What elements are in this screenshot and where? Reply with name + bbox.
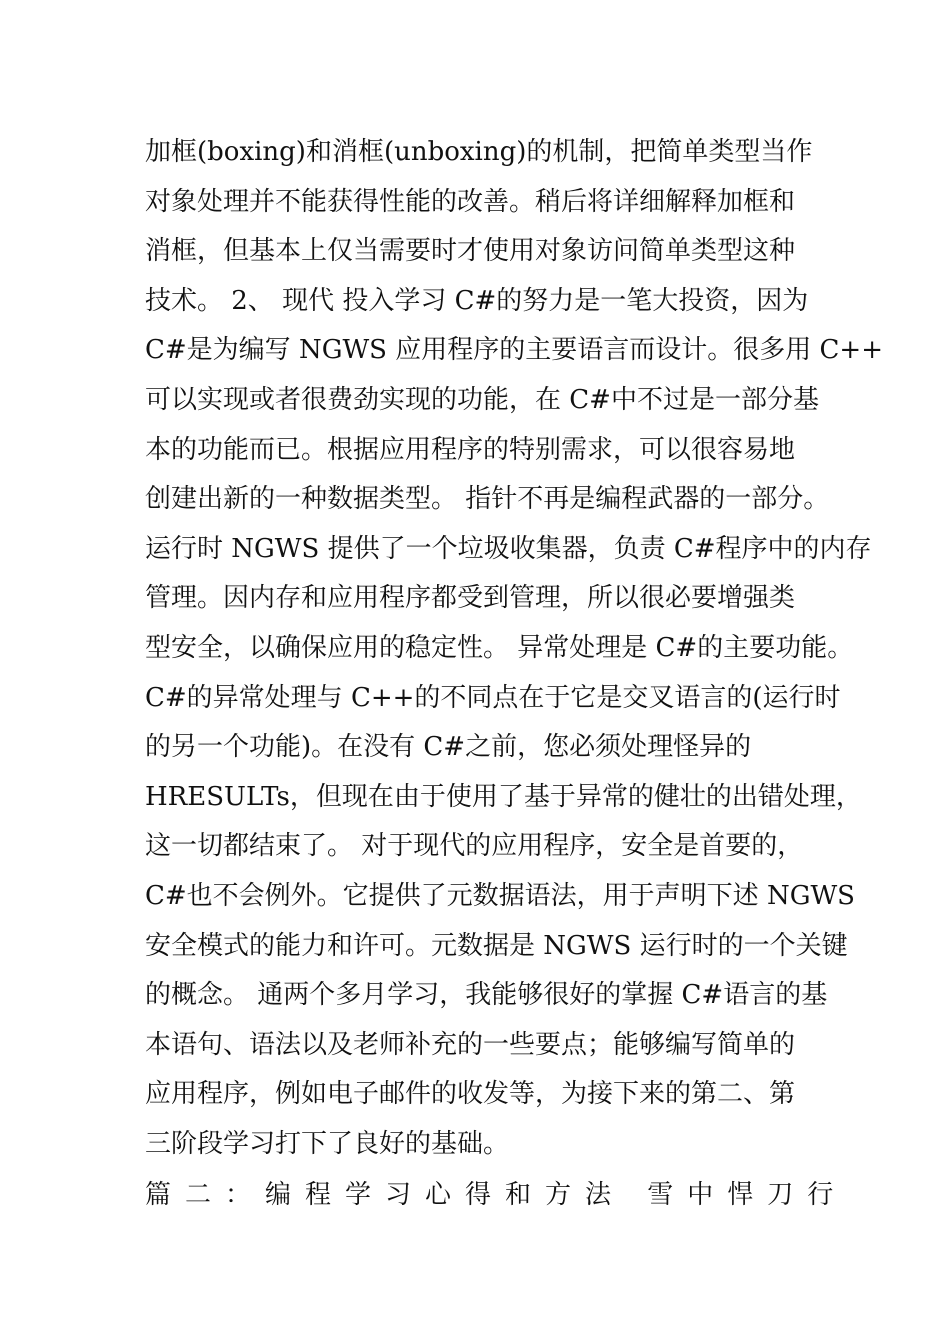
text-line: C#是为编写 NGWS 应用程序的主要语言而设计。很多用 C++ bbox=[145, 335, 883, 366]
text-line: 这一切都结束了。 对于现代的应用程序，安全是首要的， bbox=[145, 831, 804, 862]
text-line: 加框(boxing)和消框(unboxing)的机制，把简单类型当作 bbox=[145, 137, 813, 167]
text-line: 的概念。 通两个多月学习，我能够很好的掌握 C#语言的基 bbox=[145, 980, 828, 1011]
text-line: 对象处理并不能获得性能的改善。稍后将详细解释加框和 bbox=[145, 186, 796, 217]
text-line: 运行时 NGWS 提供了一个垃圾收集器，负责 C#程序中的内存 bbox=[145, 533, 872, 564]
text-line: 应用程序，例如电子邮件的收发等，为接下来的第二、第 bbox=[145, 1079, 796, 1110]
text-line: 三阶段学习打下了良好的基础。 bbox=[145, 1128, 510, 1159]
section-heading: 篇二：编程学习心得和方法 雪中悍刀行 bbox=[145, 1180, 848, 1211]
text-line: 型安全，以确保应用的稳定性。 异常处理是 C#的主要功能。 bbox=[145, 632, 854, 663]
text-line: 可以实现或者很费劲实现的功能，在 C#中不过是一部分基 bbox=[145, 384, 819, 415]
text-line: 的另一个功能)。在没有 C#之前，您必须处理怪异的 bbox=[145, 732, 752, 763]
text-line: C#也不会例外。它提供了元数据语法，用于声明下述 NGWS bbox=[145, 880, 855, 911]
text-line: 创建出新的一种数据类型。 指针不再是编程武器的一部分。 bbox=[145, 484, 830, 515]
text-line: C#的异常处理与 C++的不同点在于它是交叉语言的(运行时 bbox=[145, 682, 841, 713]
text-line: 本的功能而已。根据应用程序的特别需求，可以很容易地 bbox=[145, 434, 796, 465]
text-line: 技术。 2、 现代 投入学习 C#的努力是一笔大投资，因为 bbox=[145, 285, 809, 316]
text-line: 消框，但基本上仅当需要时才使用对象访问简单类型这种 bbox=[145, 236, 796, 267]
text-line: HRESULTs，但现在由于使用了基于异常的健壮的出错处理， bbox=[145, 781, 862, 812]
text-line: 管理。因内存和应用程序都受到管理，所以很必要增强类 bbox=[145, 583, 796, 614]
text-line: 安全模式的能力和许可。元数据是 NGWS 运行时的一个关键 bbox=[145, 930, 848, 961]
document-body bbox=[145, 128, 883, 1221]
text-line: 本语句、语法以及老师补充的一些要点；能够编写简单的 bbox=[145, 1029, 796, 1060]
